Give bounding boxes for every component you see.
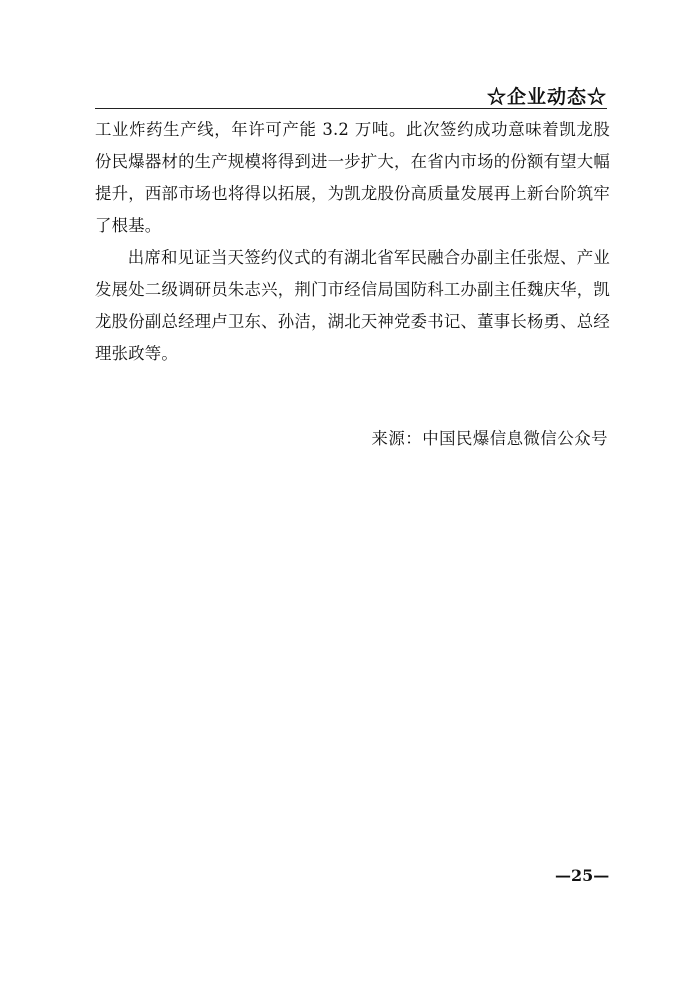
section-title: ☆企业动态☆ xyxy=(486,86,607,108)
page-number: —25— xyxy=(555,866,610,885)
page-header xyxy=(95,80,607,109)
paragraph-1: 工业炸药生产线，年许可产能 3.2 万吨。此次签约成功意味着凯龙股份民爆器材的生产规模将得到进一步扩大，在省内市场的份额有望大幅提升，西部市场也将得以拓展，为凯龙股份高质量发展再上新台阶筑牢了根基。 xyxy=(95,120,610,235)
source-attribution: 来源：中国民爆信息微信公众号 xyxy=(371,429,608,448)
article-body xyxy=(95,114,610,370)
paragraph-2: 出席和见证当天签约仪式的有湖北省军民融合办副主任张煜、产业发展处二级调研员朱志兴，荆门市经信局国防科工办副主任魏庆华，凯龙股份副总经理卢卫东、孙洁，湖北天神党委书记、董事长杨勇、总经理张政等。 xyxy=(95,248,610,363)
